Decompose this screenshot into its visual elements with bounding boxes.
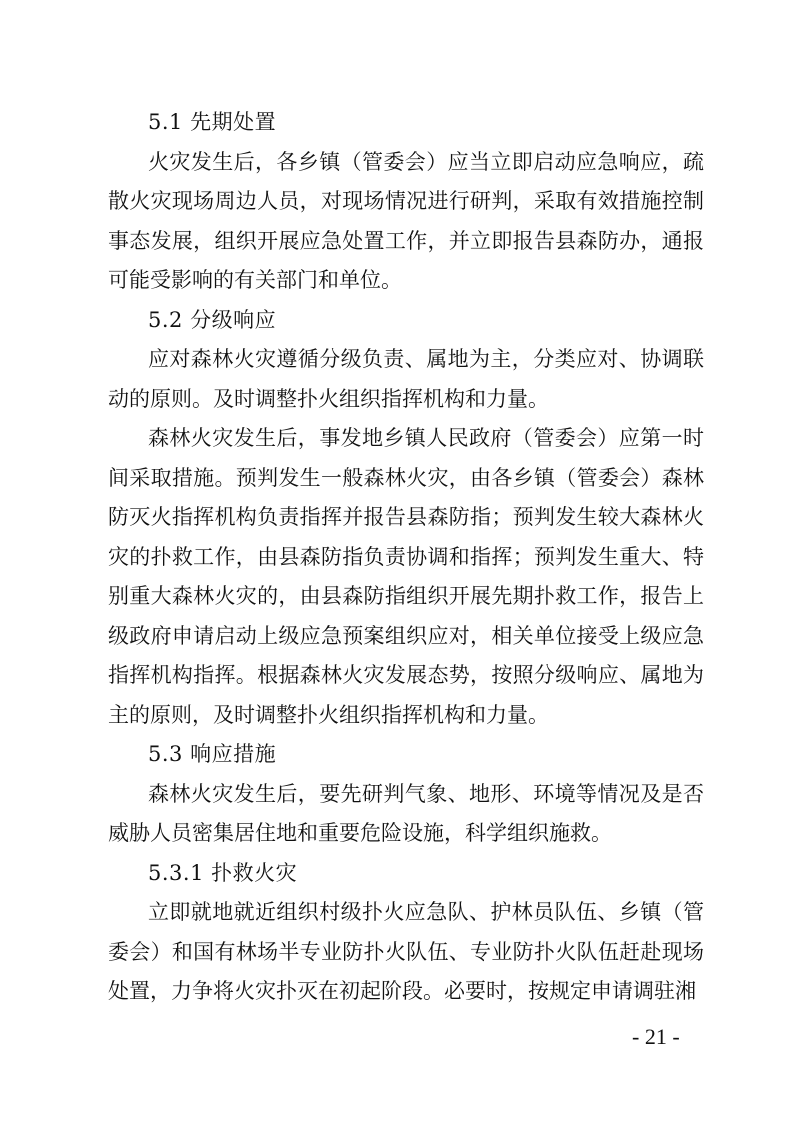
text-line: 5.3.1 扑救火灾 [148,860,298,885]
text-line: 5.3 响应措施 [148,742,277,766]
text-line: 主的原则，及时调整扑火组织指挥机构和力量。 [108,702,549,727]
text-line: 火灾发生后，各乡镇（管委会）应当立即启动应急响应，疏 [148,149,704,174]
text-line: 立即就地就近组织村级扑火应急队、护林员队伍、乡镇（管 [148,900,704,924]
text-line: 5.1 先期处置 [148,110,277,134]
text-line: 处置，力争将火灾扑灭在初起阶段。必要时，按规定申请调驻湘 [108,979,696,1003]
text-line: 森林火灾发生后，事发地乡镇人民政府（管委会）应第一时 [148,426,704,450]
paragraph [108,893,704,1012]
text-line: 森林火灾发生后，要先研判气象、地形、环境等情况及是否 [148,781,704,806]
text-line: 动的原则。及时调整扑火组织指挥机构和力量。 [108,386,549,411]
text-line: 委会）和国有林场半专业防扑火队伍、专业防扑火队伍赶赴现场 [108,939,704,964]
text-line: 应对森林火灾遵循分级负责、属地为主，分类应对、协调联 [148,347,704,371]
text-line: 威胁人员密集居住地和重要危险设施，科学组织施救。 [108,821,612,845]
text-line: 事态发展，组织开展应急处置工作，并立即报告县森防办，通报 [108,228,704,253]
paragraph [108,340,704,419]
text-line: 散火灾现场周边人员，对现场情况进行研判，采取有效措施控制 [108,189,704,213]
document-body [108,103,704,1012]
section-heading [108,103,704,143]
section-heading [108,735,704,775]
text-line: 可能受影响的有关部门和单位。 [108,268,402,292]
paragraph [108,775,704,854]
text-line: 别重大森林火灾的，由县森防指组织开展先期扑救工作，报告上 [108,584,704,608]
text-line: 指挥机构指挥。根据森林火灾发展态势，按照分级响应、属地为 [108,663,704,687]
paragraph [108,143,704,301]
text-line: 5.2 分级响应 [148,307,277,332]
text-line: 间采取措施。预判发生一般森林火灾，由各乡镇（管委会）森林 [108,465,704,490]
paragraph [108,419,704,735]
section-heading [108,854,704,894]
text-line: 级政府申请启动上级应急预案组织应对，相关单位接受上级应急 [108,623,704,648]
page-number: - 21 - [632,1024,680,1049]
text-line: 灾的扑救工作，由县森防指负责协调和指挥；预判发生重大、特 [108,544,704,569]
text-line: 防灭火指挥机构负责指挥并报告县森防指；预判发生较大森林火 [108,505,704,529]
section-heading [108,301,704,341]
